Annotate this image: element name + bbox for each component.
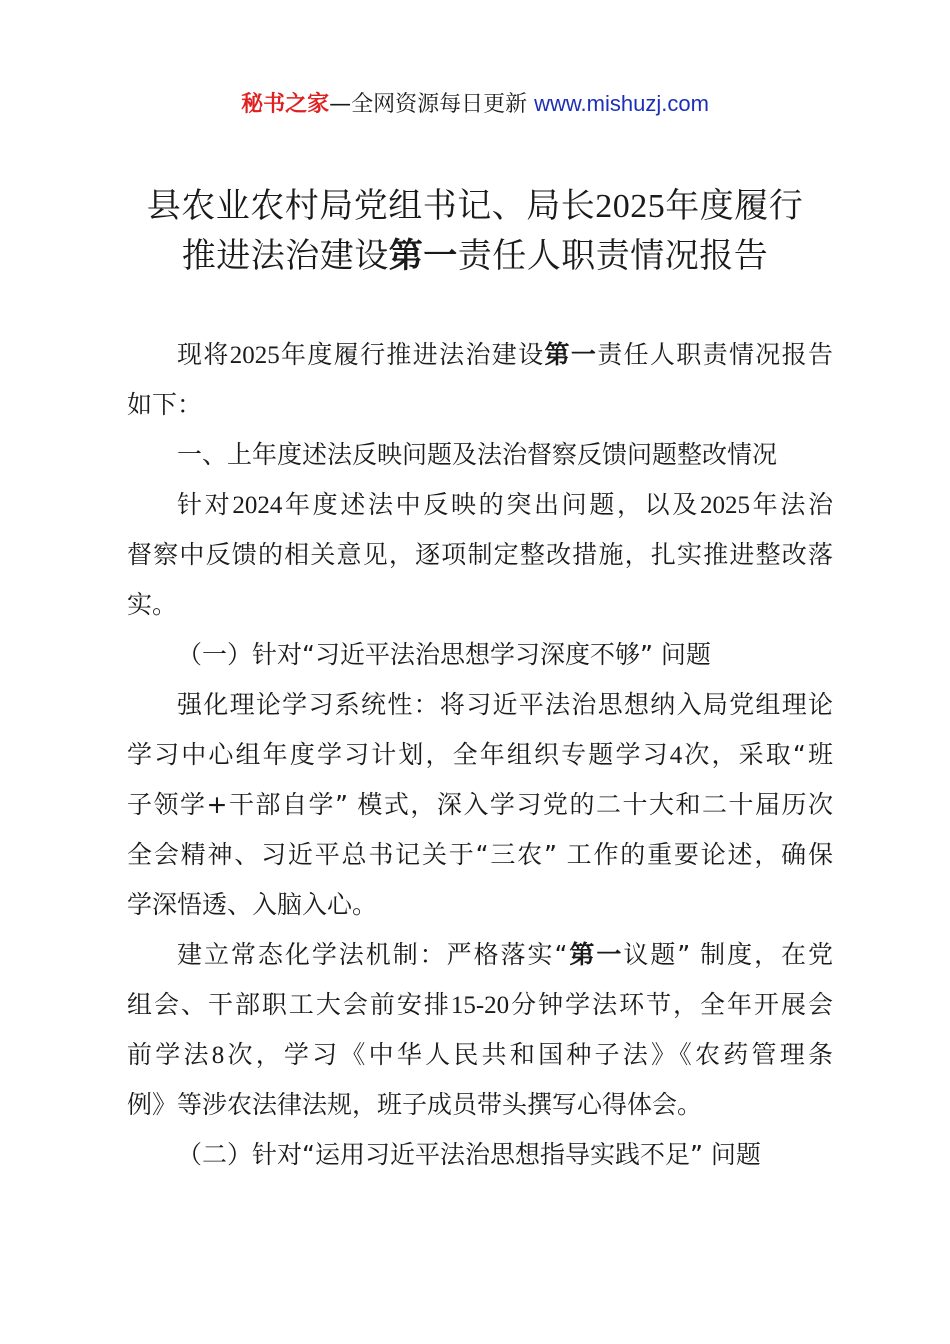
paragraph-4-line-2: 组会、干部职工大会前安排15-20分钟学法环节，全年开展会 — [127, 990, 833, 1019]
title-line-1: 县农业农村局党组书记、局长2025年度履行 — [146, 186, 804, 226]
highlight-keyword: 第一 — [544, 340, 598, 369]
header-tagline: —全网资源每日更新 — [329, 92, 528, 117]
paragraph-2-line-1: 针对2024年度述法中反映的突出问题，以及2025年法治 — [177, 490, 833, 519]
document-body — [127, 330, 833, 1180]
paragraph-3-line-4: 全会精神、习近平总书记关于“三农” 工作的重要论述，确保 — [127, 840, 833, 869]
paragraph-3-line-1: 强化理论学习系统性：将习近平法治思想纳入局党组理论 — [177, 690, 833, 719]
paragraph-3-line-3: 子领学+干部自学” 模式，深入学习党的二十大和二十届历次 — [127, 790, 833, 819]
paragraph-2-line-2: 督察中反馈的相关意见，逐项制定整改措施，扎实推进整改落 — [127, 540, 833, 569]
paragraph-4-line-3: 前学法8次，学习《中华人民共和国种子法》《农药管理条 — [127, 1040, 833, 1069]
highlight-keyword: 第一 — [388, 236, 458, 276]
document-title — [60, 182, 890, 282]
highlight-keyword: 第一 — [567, 940, 624, 969]
site-link[interactable]: www.mishuzj.com — [534, 91, 709, 116]
paragraph-intro-line-2: 如下： — [127, 390, 203, 419]
paragraph-4-line-1: 建立常态化学法机制：严格落实“第一议题” 制度，在党 — [177, 940, 834, 969]
paragraph-3-line-2: 学习中心组年度学习计划，全年组织专题学习4次，采取“班 — [127, 740, 833, 769]
paragraph-2-line-3: 实。 — [127, 590, 178, 619]
paragraph-4-line-4: 例》等涉农法律法规，班子成员带头撰写心得体会。 — [127, 1090, 703, 1119]
subsection-heading-1: （一）针对“习近平法治思想学习深度不够” 问题 — [177, 640, 711, 669]
title-line-2: 推进法治建设第一责任人职责情况报告 — [181, 236, 769, 276]
paragraph-3-line-5: 学深悟透、入脑入心。 — [127, 890, 378, 919]
section-heading-1: 一、上年度述法反映问题及法治督察反馈问题整改情况 — [177, 440, 778, 469]
brand-name: 秘书之家 — [241, 92, 330, 117]
site-header — [0, 86, 950, 123]
subsection-heading-2: （二）针对“运用习近平法治思想指导实践不足” 问题 — [177, 1140, 761, 1169]
paragraph-intro-line-1: 现将2025年度履行推进法治建设第一责任人职责情况报告 — [177, 340, 833, 369]
